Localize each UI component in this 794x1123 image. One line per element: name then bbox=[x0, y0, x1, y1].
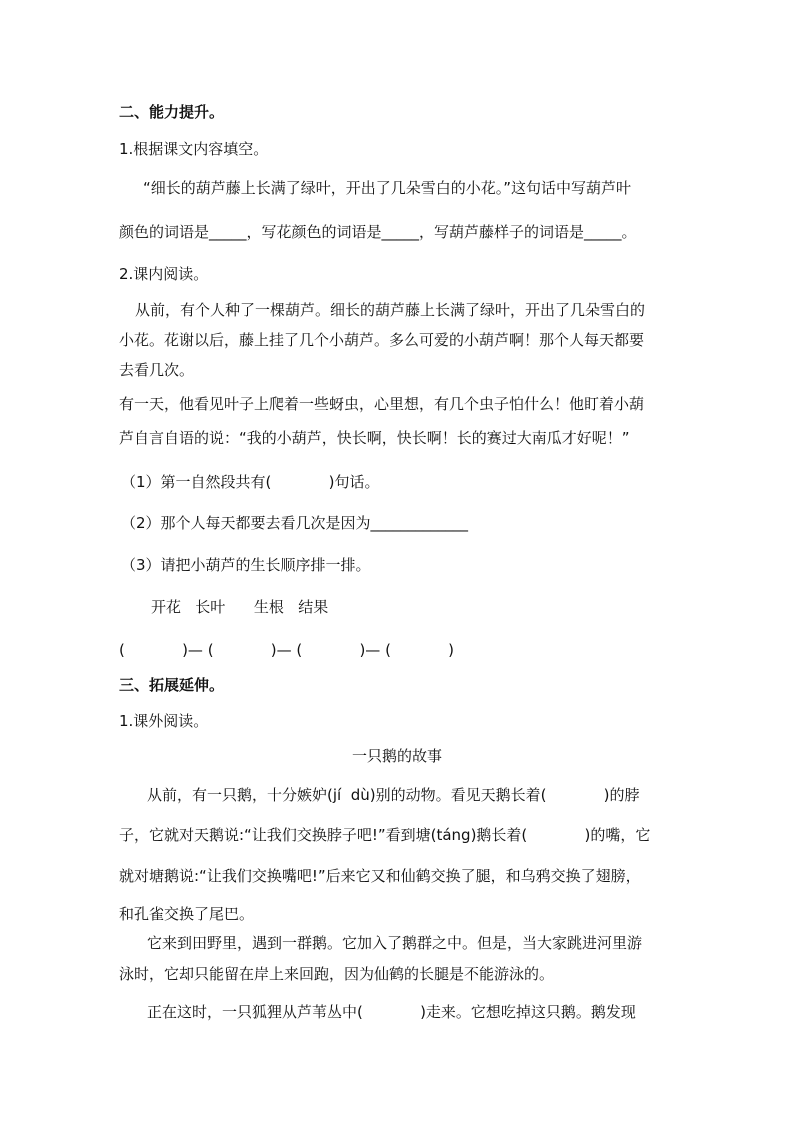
section-heading-extension: 三、拓展延伸。 bbox=[119, 676, 225, 694]
question-1-line-1: “细长的葫芦藤上长满了绿叶，开出了几朵雪白的小花。”这句话中写葫芦叶 bbox=[143, 179, 632, 197]
extra-reading-title: 1.课外阅读。 bbox=[119, 712, 209, 730]
story-title: 一只鹅的故事 bbox=[351, 747, 442, 765]
passage-line: 芦自言自语的说：“我的小葫芦，快长啊，快长啊！长的赛过大南瓜才好呢！” bbox=[119, 429, 630, 447]
story-line: 正在这时，一只狐狸从芦苇丛中( )走来。它想吃掉这只鹅。鹅发现 bbox=[147, 1003, 636, 1021]
question-1-line-2: 颜色的词语是_____，写花颜色的词语是_____，写葫芦藤样子的词语是_____。 bbox=[119, 223, 637, 241]
question-1-title: 1.根据课文内容填空。 bbox=[119, 140, 269, 158]
story-line: 它来到田野里，遇到一群鹅。它加入了鹅群之中。但是，当大家跳进河里游 bbox=[147, 934, 643, 952]
passage-line: 小花。花谢以后，藤上挂了几个小葫芦。多么可爱的小葫芦啊！那个人每天都要 bbox=[119, 331, 645, 349]
sub-question-2: （2）那个人每天都要去看几次是因为_____________ bbox=[121, 514, 469, 532]
story-line: 从前，有一只鹅，十分嫉妒(jí dù)别的动物。看见天鹅长着( )的脖 bbox=[147, 786, 640, 804]
passage-line: 有一天，他看见叶子上爬着一些蚜虫，心里想，有几个虫子怕什么！他盯着小葫 bbox=[119, 395, 645, 413]
story-line: 和孔雀交换了尾巴。 bbox=[119, 905, 255, 923]
question-2-title: 2.课内阅读。 bbox=[119, 265, 209, 283]
story-line: 子，它就对天鹅说:“让我们交换脖子吧!”看到塘(táng)鹅长着( )的嘴，它 bbox=[119, 826, 651, 844]
story-line: 就对塘鹅说:“让我们交换嘴吧!”后来它又和仙鹤交换了腿，和乌鸦交换了翅膀， bbox=[119, 867, 641, 885]
section-heading-ability: 二、能力提升。 bbox=[119, 103, 225, 121]
passage-line: 去看几次。 bbox=[119, 361, 195, 379]
sub-question-1: （1）第一自然段共有( )句话。 bbox=[121, 473, 380, 491]
growth-order-blanks: ( )— ( )— ( )— ( ) bbox=[119, 641, 454, 659]
sub-question-3: （3）请把小葫芦的生长顺序排一排。 bbox=[121, 556, 371, 574]
story-line: 泳时，它却只能留在岸上来回跑，因为仙鹤的长腿是不能游泳的。 bbox=[119, 965, 555, 983]
passage-line: 从前，有个人种了一棵葫芦。细长的葫芦藤上长满了绿叶，开出了几朵雪白的 bbox=[135, 301, 646, 319]
growth-order-words: 开花 长叶 生根 结果 bbox=[151, 598, 329, 616]
